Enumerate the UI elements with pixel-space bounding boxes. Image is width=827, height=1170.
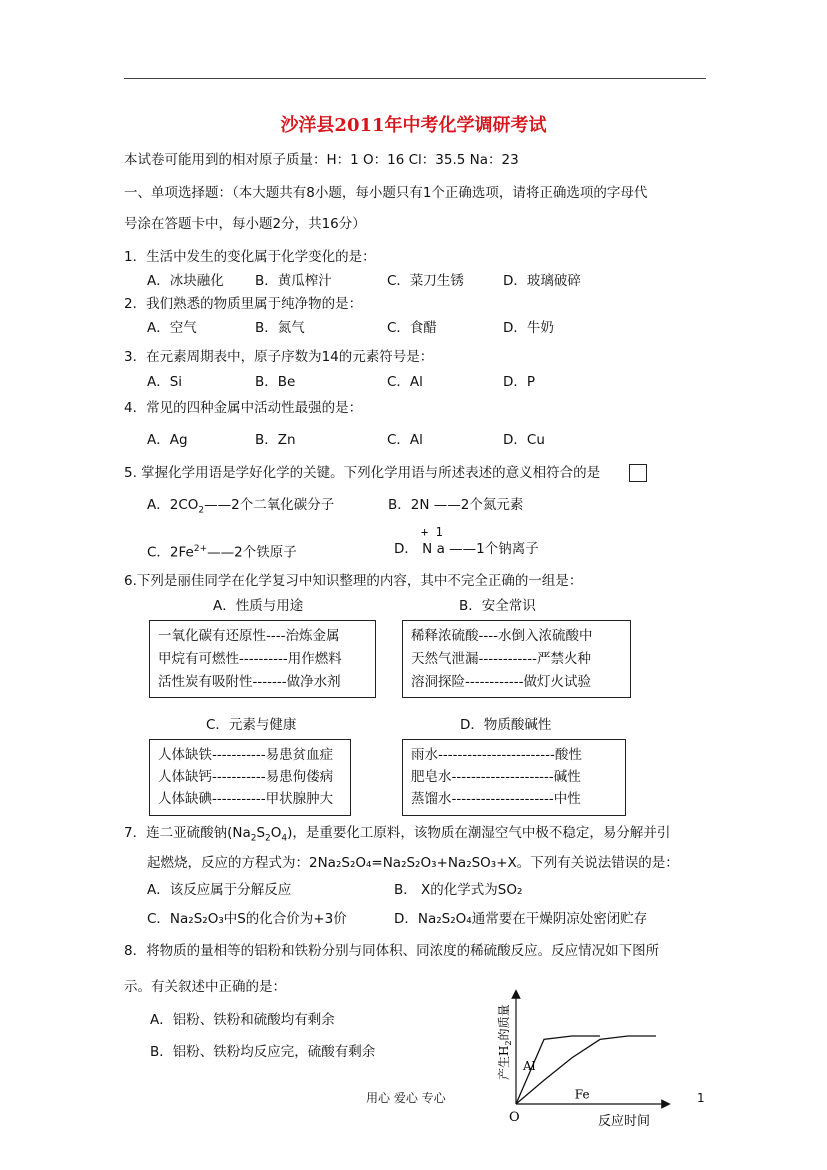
q1-option-d[interactable]: D．玻璃破碎 — [503, 273, 581, 289]
q3-option-c[interactable]: C．Al — [387, 374, 423, 390]
section1-instructions-1: 一、单项选择题：（本大题共有8小题，每小题只有1个正确选项，请将正确选项的字母代 — [124, 185, 648, 201]
q6-box-b — [402, 620, 631, 698]
q6-box-d-label[interactable]: D．物质酸碱性 — [460, 717, 552, 733]
q3-option-a[interactable]: A．Si — [147, 374, 183, 390]
q5-option-d[interactable]: D． N a ——1个钠离子 — [394, 541, 539, 557]
q5-c-suffix: ——2个铁原子 — [207, 544, 297, 561]
series-label-al: Al — [523, 1059, 536, 1073]
q6-box-a-line: 活性炭有吸附性-------做净水剂 — [158, 674, 341, 690]
q4-option-c[interactable]: C．Al — [387, 432, 423, 448]
q8-option-a[interactable]: A．铝粉、铁粉和硫酸均有剩余 — [150, 1012, 335, 1028]
q1-option-c[interactable]: C．菜刀生锈 — [387, 273, 464, 289]
q4-option-a[interactable]: A．Ag — [147, 432, 188, 448]
section1-instructions-2: 号涂在答题卡中，每小题2分，共16分） — [124, 216, 366, 232]
q6-box-c-line: 人体缺碘-----------甲状腺肿大 — [158, 791, 334, 807]
q2-stem: 2．我们熟悉的物质里属于纯净物的是： — [124, 296, 363, 312]
q2-option-b[interactable]: B．氮气 — [255, 320, 305, 336]
q5-stem: 5. 掌握化学用语是学好化学的关键。下列化学用语与所述表述的意义相符合的是 — [124, 465, 601, 481]
q2-option-a[interactable]: A．空气 — [147, 320, 197, 336]
q7-l1-d: )，是重要化工原料，该物质在潮湿空气中极不稳定，易分解并引 — [287, 825, 671, 841]
q5-option-b[interactable]: B．2N ——2个氮元素 — [388, 497, 524, 513]
q5-option-a[interactable] — [147, 497, 334, 519]
q8-line-1: 8．将物质的量相等的铝粉和铁粉分别与同体积、同浓度的稀硫酸反应。反应情况如下图所 — [124, 943, 660, 959]
q6-box-b-line: 稀释浓硫酸----水倒入浓硫酸中 — [411, 628, 593, 644]
q4-stem: 4．常见的四种金属中活动性最强的是： — [124, 400, 363, 416]
q6-box-a-line: 一氧化碳有还原性----治炼金属 — [158, 628, 340, 644]
q5-option-c[interactable] — [147, 541, 297, 561]
q7-line-2: 起燃烧，反应的方程式为：2Na₂S₂O₄=Na₂S₂O₃+Na₂SO₃+X。下列有关说法错误的是： — [147, 855, 679, 871]
footer-motto: 用心 爱心 专心 — [366, 1091, 446, 1105]
origin-label: O — [509, 1110, 520, 1125]
q6-box-b-line: 天然气泄漏------------严禁火种 — [411, 651, 591, 667]
q5-a-prefix: A．2CO — [147, 497, 199, 513]
q8-option-b[interactable]: B．铝粉、铁粉均反应完，硫酸有剩余 — [150, 1044, 376, 1060]
series-label-fe: Fe — [574, 1087, 590, 1102]
q7-option-d[interactable]: D．Na₂S₂O₄通常要在干燥阴凉处密闭贮存 — [394, 911, 648, 927]
answer-box[interactable] — [629, 464, 647, 482]
x-axis-label: 反应时间 — [598, 1114, 651, 1128]
h2-mass-chart — [484, 984, 674, 1128]
page-number: 1 — [697, 1091, 705, 1105]
q5-a-subscript: 2 — [198, 505, 205, 516]
q7-option-a[interactable]: A．该反应属于分解反应 — [147, 882, 292, 898]
q6-stem: 6.下列是丽佳同学在化学复习中知识整理的内容，其中不完全正确的一组是： — [124, 573, 583, 589]
q8-line-2: 示。有关叙述中正确的是： — [124, 979, 286, 995]
q7-l1-a: 7．连二亚硫酸钠(Na — [124, 825, 251, 841]
q6-box-d-line: 蒸馏水---------------------中性 — [411, 791, 581, 807]
q3-option-d[interactable]: D．P — [503, 374, 536, 390]
q6-box-c-line: 人体缺钙-----------易患佝偻病 — [158, 769, 334, 785]
q6-box-a-line: 甲烷有可燃性----------用作燃料 — [158, 651, 342, 667]
q5-d-charge: + 1 — [421, 525, 443, 539]
q7-line-1: 7．连二亚硫酸钠$(Na_2S_2O_4)$，是重要化工原料，该物质在潮湿空气中极不稳定，易分解并引 — [124, 825, 671, 844]
atomic-masses: 本试卷可能用到的相对原子质量：H：1 O：16 Cl：35.5 Na：23 — [124, 152, 519, 168]
q6-box-b-line: 溶洞探险------------做灯火试验 — [411, 674, 591, 690]
q6-box-c-line: 人体缺铁-----------易患贫血症 — [158, 747, 334, 763]
q4-option-b[interactable]: B．Zn — [255, 432, 296, 448]
q6-box-a-label[interactable]: A．性质与用途 — [213, 598, 304, 614]
q7-l1-c: O — [270, 825, 282, 841]
q3-option-b[interactable]: B．Be — [255, 374, 296, 390]
q6-box-d-line: 雨水------------------------酸性 — [411, 747, 582, 763]
q6-box-d-line: 肥皂水---------------------碱性 — [411, 769, 581, 785]
q6-box-d — [402, 739, 626, 816]
q1-option-b[interactable]: B．黄瓜榨汁 — [255, 273, 332, 289]
q5-a-suffix: ——2个二氧化碳分子 — [204, 497, 335, 513]
q6-box-a — [149, 620, 376, 698]
page-title: 沙洋县2011年中考化学调研考试 — [280, 115, 547, 136]
q6-box-b-label[interactable]: B．安全常识 — [459, 598, 536, 614]
q1-option-a[interactable]: A．冰块融化 — [147, 273, 224, 289]
q3-stem: 3．在元素周期表中，原子序数为14的元素符号是： — [124, 349, 434, 365]
q6-box-c — [149, 739, 351, 816]
q6-box-c-label[interactable]: C．元素与健康 — [206, 717, 297, 733]
y-axis-label: 产生$H_2$的质量 — [497, 1004, 513, 1080]
q2-option-d[interactable]: D．牛奶 — [503, 320, 554, 336]
q1-stem: 1．生活中发生的变化属于化学变化的是： — [124, 249, 376, 265]
q7-option-b[interactable]: B． X的化学式为SO₂ — [394, 882, 523, 898]
q5-c-superscript: 2+ — [193, 544, 208, 554]
q4-option-d[interactable]: D．Cu — [503, 432, 545, 448]
q5-c-prefix: C．2Fe — [147, 544, 194, 561]
header-rule — [124, 78, 706, 79]
q7-l1-b: S — [256, 825, 266, 841]
q2-option-c[interactable]: C．食醋 — [387, 320, 437, 336]
q7-option-c[interactable]: C．Na₂S₂O₃中S的化合价为+3价 — [147, 911, 347, 927]
